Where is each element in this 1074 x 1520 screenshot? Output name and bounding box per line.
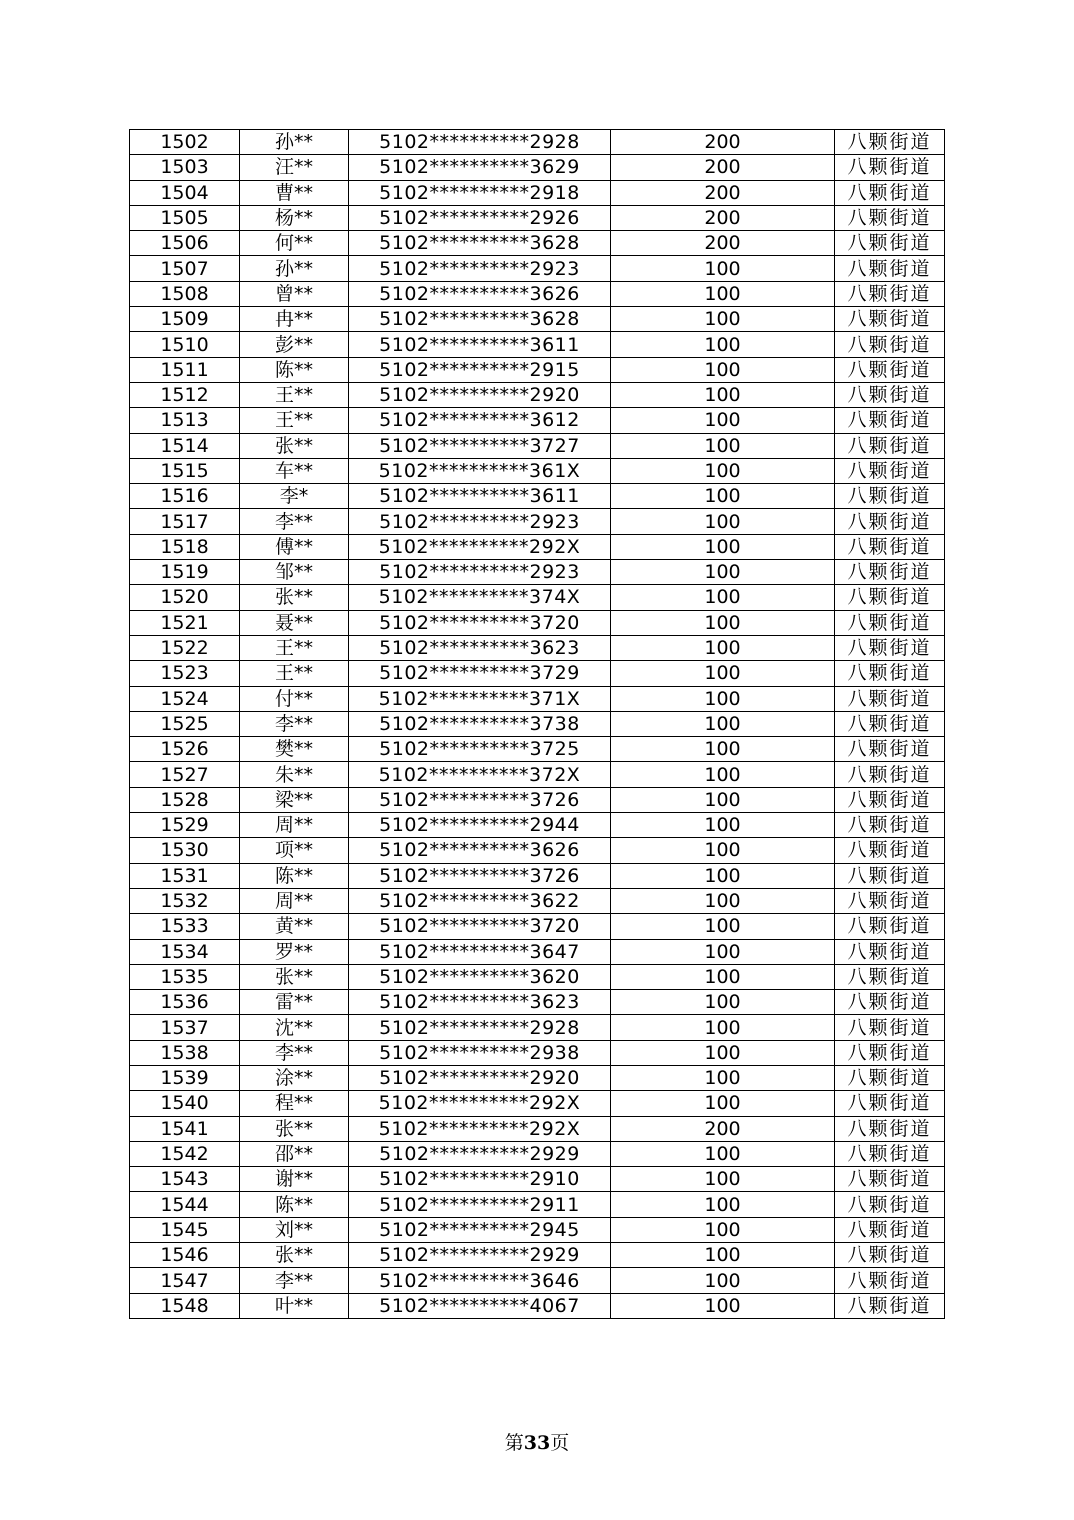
amount-cell: 100 xyxy=(611,661,835,686)
table-row xyxy=(130,1192,945,1217)
amount-cell: 100 xyxy=(611,382,835,407)
seq-cell: 1528 xyxy=(130,787,240,812)
table-row xyxy=(130,1293,945,1318)
name-cell: 李** xyxy=(240,1268,349,1293)
area-cell: 八颗街道 xyxy=(835,205,945,230)
table-row xyxy=(130,762,945,787)
table-row xyxy=(130,1116,945,1141)
area-cell: 八颗街道 xyxy=(835,737,945,762)
seq-cell: 1508 xyxy=(130,281,240,306)
area-cell: 八颗街道 xyxy=(835,281,945,306)
seq-cell: 1516 xyxy=(130,484,240,509)
amount-cell: 100 xyxy=(611,737,835,762)
id-number-cell: 5102**********3726 xyxy=(349,787,611,812)
name-cell: 朱** xyxy=(240,762,349,787)
name-cell: 项** xyxy=(240,838,349,863)
amount-cell: 100 xyxy=(611,357,835,382)
area-cell: 八颗街道 xyxy=(835,256,945,281)
amount-cell: 100 xyxy=(611,762,835,787)
id-number-cell: 5102**********374X xyxy=(349,585,611,610)
name-cell: 王** xyxy=(240,382,349,407)
area-cell: 八颗街道 xyxy=(835,509,945,534)
area-cell: 八颗街道 xyxy=(835,1217,945,1242)
seq-cell: 1535 xyxy=(130,964,240,989)
area-cell: 八颗街道 xyxy=(835,1268,945,1293)
table-row xyxy=(130,231,945,256)
area-cell: 八颗街道 xyxy=(835,686,945,711)
table-row xyxy=(130,1091,945,1116)
area-cell: 八颗街道 xyxy=(835,458,945,483)
table-row xyxy=(130,408,945,433)
seq-cell: 1518 xyxy=(130,534,240,559)
table-row xyxy=(130,585,945,610)
seq-cell: 1511 xyxy=(130,357,240,382)
area-cell: 八颗街道 xyxy=(835,357,945,382)
record-table xyxy=(129,129,945,1319)
id-number-cell: 5102**********2926 xyxy=(349,205,611,230)
table-row xyxy=(130,787,945,812)
name-cell: 张** xyxy=(240,433,349,458)
id-number-cell: 5102**********2920 xyxy=(349,1065,611,1090)
table-row xyxy=(130,635,945,660)
area-cell: 八颗街道 xyxy=(835,130,945,155)
name-cell: 傅** xyxy=(240,534,349,559)
amount-cell: 100 xyxy=(611,1091,835,1116)
seq-cell: 1540 xyxy=(130,1091,240,1116)
table-row xyxy=(130,737,945,762)
table-row xyxy=(130,484,945,509)
id-number-cell: 5102**********2915 xyxy=(349,357,611,382)
area-cell: 八颗街道 xyxy=(835,939,945,964)
amount-cell: 200 xyxy=(611,155,835,180)
amount-cell: 100 xyxy=(611,256,835,281)
id-number-cell: 5102**********3646 xyxy=(349,1268,611,1293)
id-number-cell: 5102**********3647 xyxy=(349,939,611,964)
seq-cell: 1514 xyxy=(130,433,240,458)
id-number-cell: 5102**********3626 xyxy=(349,281,611,306)
id-number-cell: 5102**********2928 xyxy=(349,1015,611,1040)
table-row xyxy=(130,1243,945,1268)
seq-cell: 1545 xyxy=(130,1217,240,1242)
name-cell: 何** xyxy=(240,231,349,256)
amount-cell: 100 xyxy=(611,509,835,534)
name-cell: 孙** xyxy=(240,130,349,155)
table-row xyxy=(130,1217,945,1242)
table-row xyxy=(130,509,945,534)
name-cell: 程** xyxy=(240,1091,349,1116)
area-cell: 八颗街道 xyxy=(835,231,945,256)
amount-cell: 100 xyxy=(611,332,835,357)
amount-cell: 100 xyxy=(611,534,835,559)
table-row xyxy=(130,711,945,736)
name-cell: 李* xyxy=(240,484,349,509)
seq-cell: 1515 xyxy=(130,458,240,483)
seq-cell: 1510 xyxy=(130,332,240,357)
seq-cell: 1512 xyxy=(130,382,240,407)
id-number-cell: 5102**********292X xyxy=(349,534,611,559)
name-cell: 张** xyxy=(240,1116,349,1141)
name-cell: 冉** xyxy=(240,307,349,332)
id-number-cell: 5102**********2923 xyxy=(349,256,611,281)
seq-cell: 1548 xyxy=(130,1293,240,1318)
seq-cell: 1532 xyxy=(130,888,240,913)
amount-cell: 100 xyxy=(611,1268,835,1293)
seq-cell: 1517 xyxy=(130,509,240,534)
seq-cell: 1519 xyxy=(130,560,240,585)
seq-cell: 1546 xyxy=(130,1243,240,1268)
seq-cell: 1513 xyxy=(130,408,240,433)
id-number-cell: 5102**********3729 xyxy=(349,661,611,686)
id-number-cell: 5102**********372X xyxy=(349,762,611,787)
area-cell: 八颗街道 xyxy=(835,964,945,989)
amount-cell: 100 xyxy=(611,686,835,711)
name-cell: 陈** xyxy=(240,863,349,888)
area-cell: 八颗街道 xyxy=(835,838,945,863)
area-cell: 八颗街道 xyxy=(835,635,945,660)
area-cell: 八颗街道 xyxy=(835,433,945,458)
name-cell: 周** xyxy=(240,888,349,913)
table-row xyxy=(130,180,945,205)
seq-cell: 1522 xyxy=(130,635,240,660)
name-cell: 车** xyxy=(240,458,349,483)
id-number-cell: 5102**********3623 xyxy=(349,635,611,660)
amount-cell: 100 xyxy=(611,787,835,812)
name-cell: 刘** xyxy=(240,1217,349,1242)
amount-cell: 100 xyxy=(611,964,835,989)
amount-cell: 100 xyxy=(611,990,835,1015)
name-cell: 汪** xyxy=(240,155,349,180)
amount-cell: 100 xyxy=(611,1040,835,1065)
seq-cell: 1538 xyxy=(130,1040,240,1065)
seq-cell: 1542 xyxy=(130,1141,240,1166)
area-cell: 八颗街道 xyxy=(835,661,945,686)
seq-cell: 1524 xyxy=(130,686,240,711)
name-cell: 杨** xyxy=(240,205,349,230)
seq-cell: 1504 xyxy=(130,180,240,205)
record-table-body xyxy=(130,130,945,1319)
id-number-cell: 5102**********3612 xyxy=(349,408,611,433)
amount-cell: 100 xyxy=(611,585,835,610)
name-cell: 张** xyxy=(240,585,349,610)
area-cell: 八颗街道 xyxy=(835,1192,945,1217)
seq-cell: 1527 xyxy=(130,762,240,787)
name-cell: 樊** xyxy=(240,737,349,762)
seq-cell: 1539 xyxy=(130,1065,240,1090)
amount-cell: 100 xyxy=(611,1217,835,1242)
id-number-cell: 5102**********2911 xyxy=(349,1192,611,1217)
area-cell: 八颗街道 xyxy=(835,180,945,205)
amount-cell: 200 xyxy=(611,231,835,256)
id-number-cell: 5102**********371X xyxy=(349,686,611,711)
amount-cell: 100 xyxy=(611,888,835,913)
area-cell: 八颗街道 xyxy=(835,1015,945,1040)
table-row xyxy=(130,888,945,913)
name-cell: 李** xyxy=(240,509,349,534)
amount-cell: 100 xyxy=(611,408,835,433)
name-cell: 邵** xyxy=(240,1141,349,1166)
id-number-cell: 5102**********361X xyxy=(349,458,611,483)
name-cell: 张** xyxy=(240,1243,349,1268)
id-number-cell: 5102**********3628 xyxy=(349,231,611,256)
area-cell: 八颗街道 xyxy=(835,1167,945,1192)
seq-cell: 1530 xyxy=(130,838,240,863)
amount-cell: 100 xyxy=(611,1065,835,1090)
amount-cell: 100 xyxy=(611,281,835,306)
amount-cell: 200 xyxy=(611,1116,835,1141)
table-row xyxy=(130,1167,945,1192)
id-number-cell: 5102**********2929 xyxy=(349,1141,611,1166)
id-number-cell: 5102**********2929 xyxy=(349,1243,611,1268)
amount-cell: 100 xyxy=(611,1293,835,1318)
area-cell: 八颗街道 xyxy=(835,585,945,610)
table-row xyxy=(130,205,945,230)
table-row xyxy=(130,458,945,483)
name-cell: 王** xyxy=(240,408,349,433)
name-cell: 付** xyxy=(240,686,349,711)
seq-cell: 1506 xyxy=(130,231,240,256)
id-number-cell: 5102**********292X xyxy=(349,1116,611,1141)
name-cell: 彭** xyxy=(240,332,349,357)
amount-cell: 100 xyxy=(611,1015,835,1040)
name-cell: 黄** xyxy=(240,914,349,939)
area-cell: 八颗街道 xyxy=(835,888,945,913)
area-cell: 八颗街道 xyxy=(835,307,945,332)
amount-cell: 200 xyxy=(611,130,835,155)
id-number-cell: 5102**********3738 xyxy=(349,711,611,736)
page-footer xyxy=(0,1428,1074,1455)
name-cell: 李** xyxy=(240,711,349,736)
id-number-cell: 5102**********3611 xyxy=(349,484,611,509)
amount-cell: 100 xyxy=(611,813,835,838)
id-number-cell: 5102**********3720 xyxy=(349,914,611,939)
amount-cell: 100 xyxy=(611,484,835,509)
name-cell: 周** xyxy=(240,813,349,838)
id-number-cell: 5102**********2923 xyxy=(349,560,611,585)
seq-cell: 1541 xyxy=(130,1116,240,1141)
id-number-cell: 5102**********3720 xyxy=(349,610,611,635)
area-cell: 八颗街道 xyxy=(835,990,945,1015)
id-number-cell: 5102**********2910 xyxy=(349,1167,611,1192)
id-number-cell: 5102**********3725 xyxy=(349,737,611,762)
amount-cell: 100 xyxy=(611,939,835,964)
area-cell: 八颗街道 xyxy=(835,332,945,357)
page-number: 33 xyxy=(523,1432,551,1454)
seq-cell: 1544 xyxy=(130,1192,240,1217)
id-number-cell: 5102**********2918 xyxy=(349,180,611,205)
id-number-cell: 5102**********3623 xyxy=(349,990,611,1015)
area-cell: 八颗街道 xyxy=(835,813,945,838)
area-cell: 八颗街道 xyxy=(835,914,945,939)
table-row xyxy=(130,357,945,382)
table-row xyxy=(130,307,945,332)
table-row xyxy=(130,686,945,711)
table-row xyxy=(130,964,945,989)
name-cell: 谢** xyxy=(240,1167,349,1192)
seq-cell: 1523 xyxy=(130,661,240,686)
seq-cell: 1543 xyxy=(130,1167,240,1192)
amount-cell: 100 xyxy=(611,1167,835,1192)
table-row xyxy=(130,863,945,888)
name-cell: 曹** xyxy=(240,180,349,205)
table-row xyxy=(130,281,945,306)
name-cell: 王** xyxy=(240,635,349,660)
seq-cell: 1505 xyxy=(130,205,240,230)
area-cell: 八颗街道 xyxy=(835,534,945,559)
table-row xyxy=(130,1065,945,1090)
area-cell: 八颗街道 xyxy=(835,1091,945,1116)
seq-cell: 1509 xyxy=(130,307,240,332)
table-row xyxy=(130,130,945,155)
seq-cell: 1534 xyxy=(130,939,240,964)
amount-cell: 100 xyxy=(611,1192,835,1217)
id-number-cell: 5102**********3622 xyxy=(349,888,611,913)
id-number-cell: 5102**********3628 xyxy=(349,307,611,332)
seq-cell: 1533 xyxy=(130,914,240,939)
area-cell: 八颗街道 xyxy=(835,610,945,635)
seq-cell: 1507 xyxy=(130,256,240,281)
table-row xyxy=(130,382,945,407)
id-number-cell: 5102**********2945 xyxy=(349,1217,611,1242)
table-row xyxy=(130,610,945,635)
amount-cell: 200 xyxy=(611,205,835,230)
id-number-cell: 5102**********3726 xyxy=(349,863,611,888)
seq-cell: 1503 xyxy=(130,155,240,180)
amount-cell: 100 xyxy=(611,1141,835,1166)
name-cell: 孙** xyxy=(240,256,349,281)
area-cell: 八颗街道 xyxy=(835,711,945,736)
table-row xyxy=(130,155,945,180)
table-row xyxy=(130,256,945,281)
id-number-cell: 5102**********3626 xyxy=(349,838,611,863)
table-row xyxy=(130,433,945,458)
amount-cell: 100 xyxy=(611,307,835,332)
table-row xyxy=(130,1040,945,1065)
table-row xyxy=(130,560,945,585)
amount-cell: 100 xyxy=(611,610,835,635)
id-number-cell: 5102**********4067 xyxy=(349,1293,611,1318)
area-cell: 八颗街道 xyxy=(835,787,945,812)
id-number-cell: 5102**********3611 xyxy=(349,332,611,357)
name-cell: 陈** xyxy=(240,357,349,382)
amount-cell: 100 xyxy=(611,863,835,888)
amount-cell: 100 xyxy=(611,458,835,483)
id-number-cell: 5102**********2928 xyxy=(349,130,611,155)
id-number-cell: 5102**********3620 xyxy=(349,964,611,989)
page-footer-prefix: 第 xyxy=(504,1432,524,1454)
amount-cell: 100 xyxy=(611,635,835,660)
seq-cell: 1525 xyxy=(130,711,240,736)
area-cell: 八颗街道 xyxy=(835,155,945,180)
name-cell: 叶** xyxy=(240,1293,349,1318)
table-row xyxy=(130,1015,945,1040)
name-cell: 罗** xyxy=(240,939,349,964)
table-row xyxy=(130,661,945,686)
name-cell: 邹** xyxy=(240,560,349,585)
area-cell: 八颗街道 xyxy=(835,560,945,585)
table-row xyxy=(130,914,945,939)
area-cell: 八颗街道 xyxy=(835,1243,945,1268)
seq-cell: 1537 xyxy=(130,1015,240,1040)
name-cell: 聂** xyxy=(240,610,349,635)
amount-cell: 100 xyxy=(611,711,835,736)
name-cell: 陈** xyxy=(240,1192,349,1217)
area-cell: 八颗街道 xyxy=(835,762,945,787)
table-row xyxy=(130,939,945,964)
id-number-cell: 5102**********2944 xyxy=(349,813,611,838)
table-row xyxy=(130,332,945,357)
id-number-cell: 5102**********292X xyxy=(349,1091,611,1116)
table-row xyxy=(130,1268,945,1293)
seq-cell: 1520 xyxy=(130,585,240,610)
amount-cell: 100 xyxy=(611,1243,835,1268)
name-cell: 李** xyxy=(240,1040,349,1065)
area-cell: 八颗街道 xyxy=(835,1141,945,1166)
name-cell: 曾** xyxy=(240,281,349,306)
amount-cell: 100 xyxy=(611,433,835,458)
seq-cell: 1547 xyxy=(130,1268,240,1293)
amount-cell: 200 xyxy=(611,180,835,205)
seq-cell: 1521 xyxy=(130,610,240,635)
id-number-cell: 5102**********2920 xyxy=(349,382,611,407)
page-footer-suffix: 页 xyxy=(550,1432,570,1454)
table-row xyxy=(130,838,945,863)
table-row xyxy=(130,534,945,559)
id-number-cell: 5102**********2938 xyxy=(349,1040,611,1065)
area-cell: 八颗街道 xyxy=(835,1293,945,1318)
area-cell: 八颗街道 xyxy=(835,484,945,509)
id-number-cell: 5102**********3727 xyxy=(349,433,611,458)
seq-cell: 1502 xyxy=(130,130,240,155)
name-cell: 沈** xyxy=(240,1015,349,1040)
seq-cell: 1529 xyxy=(130,813,240,838)
seq-cell: 1536 xyxy=(130,990,240,1015)
id-number-cell: 5102**********3629 xyxy=(349,155,611,180)
table-row xyxy=(130,1141,945,1166)
area-cell: 八颗街道 xyxy=(835,1116,945,1141)
name-cell: 雷** xyxy=(240,990,349,1015)
amount-cell: 100 xyxy=(611,838,835,863)
amount-cell: 100 xyxy=(611,914,835,939)
area-cell: 八颗街道 xyxy=(835,1040,945,1065)
seq-cell: 1531 xyxy=(130,863,240,888)
name-cell: 梁** xyxy=(240,787,349,812)
area-cell: 八颗街道 xyxy=(835,408,945,433)
area-cell: 八颗街道 xyxy=(835,863,945,888)
name-cell: 王** xyxy=(240,661,349,686)
id-number-cell: 5102**********2923 xyxy=(349,509,611,534)
amount-cell: 100 xyxy=(611,560,835,585)
table-row xyxy=(130,813,945,838)
area-cell: 八颗街道 xyxy=(835,382,945,407)
name-cell: 涂** xyxy=(240,1065,349,1090)
seq-cell: 1526 xyxy=(130,737,240,762)
table-row xyxy=(130,990,945,1015)
area-cell: 八颗街道 xyxy=(835,1065,945,1090)
name-cell: 张** xyxy=(240,964,349,989)
